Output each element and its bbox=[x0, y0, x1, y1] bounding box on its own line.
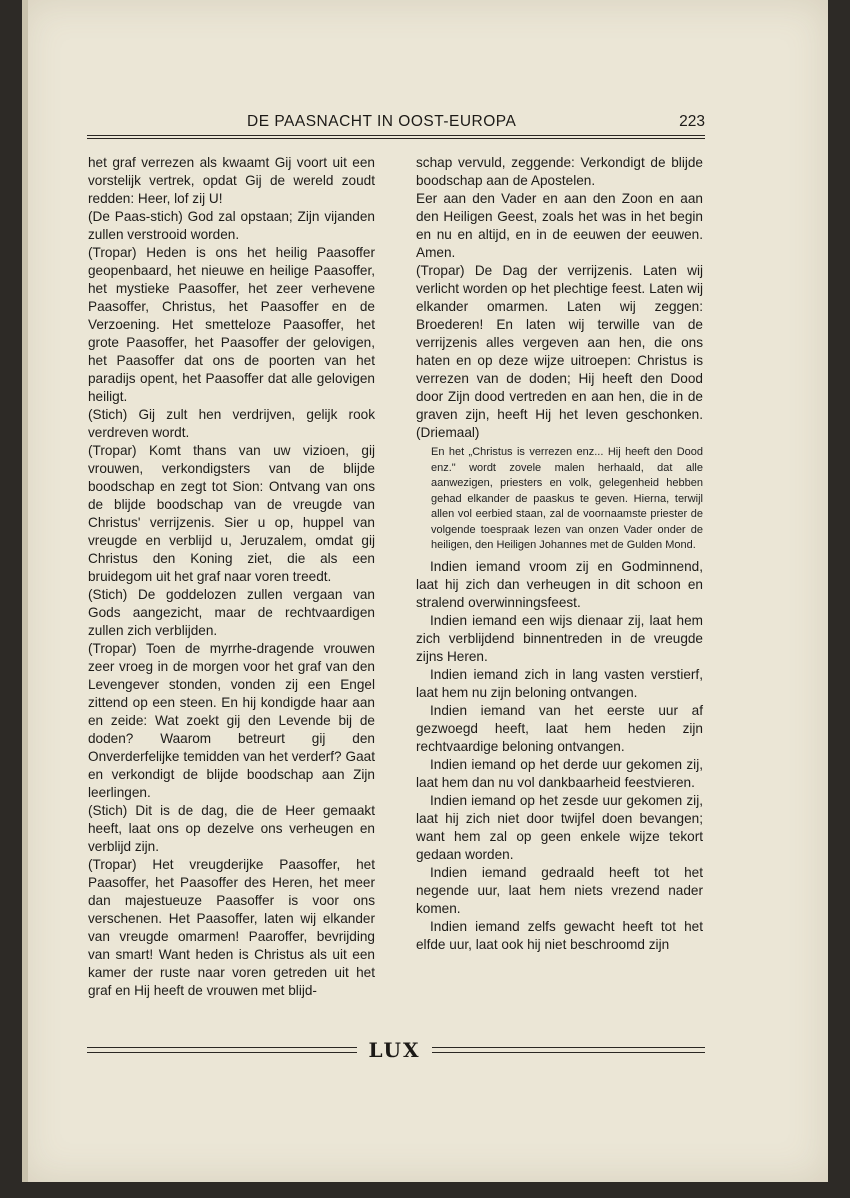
lux-logo: LUX bbox=[368, 1038, 421, 1062]
right-column bbox=[416, 154, 703, 954]
paragraph: Indien iemand een wijs dienaar zij, laat hem zich verblijdend binnentreden in de vreugde zijns Heren. bbox=[416, 612, 703, 664]
paragraph: (Stich) Gij zult hen verdrijven, gelijk rook verdreven wordt. bbox=[88, 407, 375, 440]
running-title: DE PAASNACHT IN OOST-EUROPA bbox=[247, 113, 517, 130]
paragraph: (Tropar) Het vreugderijke Paasoffer, het Paasoffer, het Paasoffer des Heren, het meer dan majestueuze Paasoffer is voor ons verschenen. Het Paasoffer, laten wij elkander van vreugde omarmen! Paaroffer, bevrijding van smart! Want heden is Christus als uit een kamer der ruste naar voren getreden uit het graf en Hij heeft de vrouwen met blijd- bbox=[88, 857, 375, 998]
left-column bbox=[88, 154, 375, 1000]
paragraph: het graf verrezen als kwaamt Gij voort uit een vorstelijk vertrek, opdat Gij de wereld zoudt redden: Heer, lof zij U! bbox=[88, 155, 375, 206]
page-number: 223 bbox=[679, 113, 705, 130]
paragraph: Eer aan den Vader en aan den Zoon en aan den Heiligen Geest, zoals het was in het begin en nu en altijd, en in de eeuwen der eeuwen. Amen. bbox=[416, 191, 703, 260]
paragraph: (Tropar) De Dag der verrijzenis. Laten wij verlicht worden op het plechtige feest. Laten wij elkander omarmen. Laten wij zeggen: Broederen! En laten wij terwille van de verrijzenis alles vergeven aan hen, die ons haten en op deze wijze uitroepen: Christus is verrezen van de doden; Hij heeft den Dood door Zijn dood vertreden en aan hen, die in de graven zijn, heeft Hij het leven geschonken. (Driemaal) bbox=[416, 263, 703, 440]
paragraph: Indien iemand zelfs gewacht heeft tot het elfde uur, laat ook hij niet beschroomd zijn bbox=[416, 918, 703, 952]
footer-rule-left bbox=[87, 1047, 357, 1053]
paragraph: (Stich) De goddelozen zullen vergaan van Gods aangezicht, maar de rechtvaardigen zullen zich verblijden. bbox=[88, 587, 375, 638]
paragraph: (Tropar) Heden is ons het heilig Paasoffer geopenbaard, het nieuwe en heilige Paasoffer, het mystieke Paasoffer, het zeer verhevene Paasoffer, Christus, het Paasoffer en de Verzoening. Het smetteloze Paasoffer, het grote Paasoffer, het Paasoffer der gelovigen, het Paasoffer dat ons de poorten van het paradijs opent, het Paasoffer dat alle gelovigen heiligt. bbox=[88, 245, 375, 404]
header-rule bbox=[87, 135, 705, 139]
running-header bbox=[87, 113, 705, 133]
rubric-note: En het „Christus is verrezen enz... Hij heeft den Dood enz." wordt zovele malen herhaald, dat alle aanwezigen, priesters en volk, gelegenheid hebben gehad elkander de paaskus te geven. Hierna, terwijl allen vol eerbied staan, zal de voornaamste priester de volgende toespraak lezen van onzen Vader onder de heiligen, den Heiligen Johannes met de Gulden Mond. bbox=[431, 446, 703, 551]
paragraph: Indien iemand gedraald heeft tot het negende uur, laat hem niets vrezend nader komen. bbox=[416, 864, 703, 916]
book-page bbox=[22, 0, 828, 1182]
paragraph: (De Paas-stich) God zal opstaan; Zijn vijanden zullen verstrooid worden. bbox=[88, 209, 375, 242]
paragraph: Indien iemand zich in lang vasten verstierf, laat hem nu zijn beloning ontvangen. bbox=[416, 666, 703, 700]
paragraph: (Tropar) Toen de myrrhe-dragende vrouwen zeer vroeg in de morgen voor het graf van den Levengever stonden, vonden zij een Engel zittend op een steen. En hij kondigde haar aan en zeide: Wat zoekt gij den Levende bij de doden? Waarom betreurt gij den Onverderfelijke temidden van het verderf? Gaat en verkondigt de blijde boodschap aan Zijn leerlingen. bbox=[88, 641, 375, 800]
paragraph: Indien iemand op het derde uur gekomen zij, laat hem dan nu vol dankbaarheid feestvieren. bbox=[416, 756, 703, 790]
paragraph: (Stich) Dit is de dag, die de Heer gemaakt heeft, laat ons op dezelve ons verheugen en verblijd zijn. bbox=[88, 803, 375, 854]
page-spine-edge bbox=[22, 0, 28, 1182]
paragraph: Indien iemand vroom zij en Godminnend, laat hij zich dan verheugen in dit schoon en stralend overwinningsfeest. bbox=[416, 558, 703, 610]
paragraph: Indien iemand van het eerste uur af gezwoegd heeft, laat hem heden zijn rechtvaardige beloning ontvangen. bbox=[416, 702, 703, 754]
paragraph: (Tropar) Komt thans van uw vizioen, gij vrouwen, verkondigsters van de blijde boodschap en zegt tot Sion: Ontvang van ons de blijde boodschap van de vreugde van Christus' verrijzenis. Sier u op, huppel van vreugde en verblijd u, Jeruzalem, omdat gij Christus den Koning ziet, die als een bruidegom uit het graf naar voren treedt. bbox=[88, 443, 375, 584]
paragraph: schap vervuld, zeggende: Verkondigt de blijde boodschap aan de Apostelen. bbox=[416, 155, 703, 188]
paragraph: Indien iemand op het zesde uur gekomen zij, laat hij zich niet door twijfel doen bevangen; want hem zal op geen enkele wijze tekort gedaan worden. bbox=[416, 792, 703, 862]
footer-rule-right bbox=[432, 1047, 705, 1053]
footer bbox=[87, 1040, 705, 1062]
